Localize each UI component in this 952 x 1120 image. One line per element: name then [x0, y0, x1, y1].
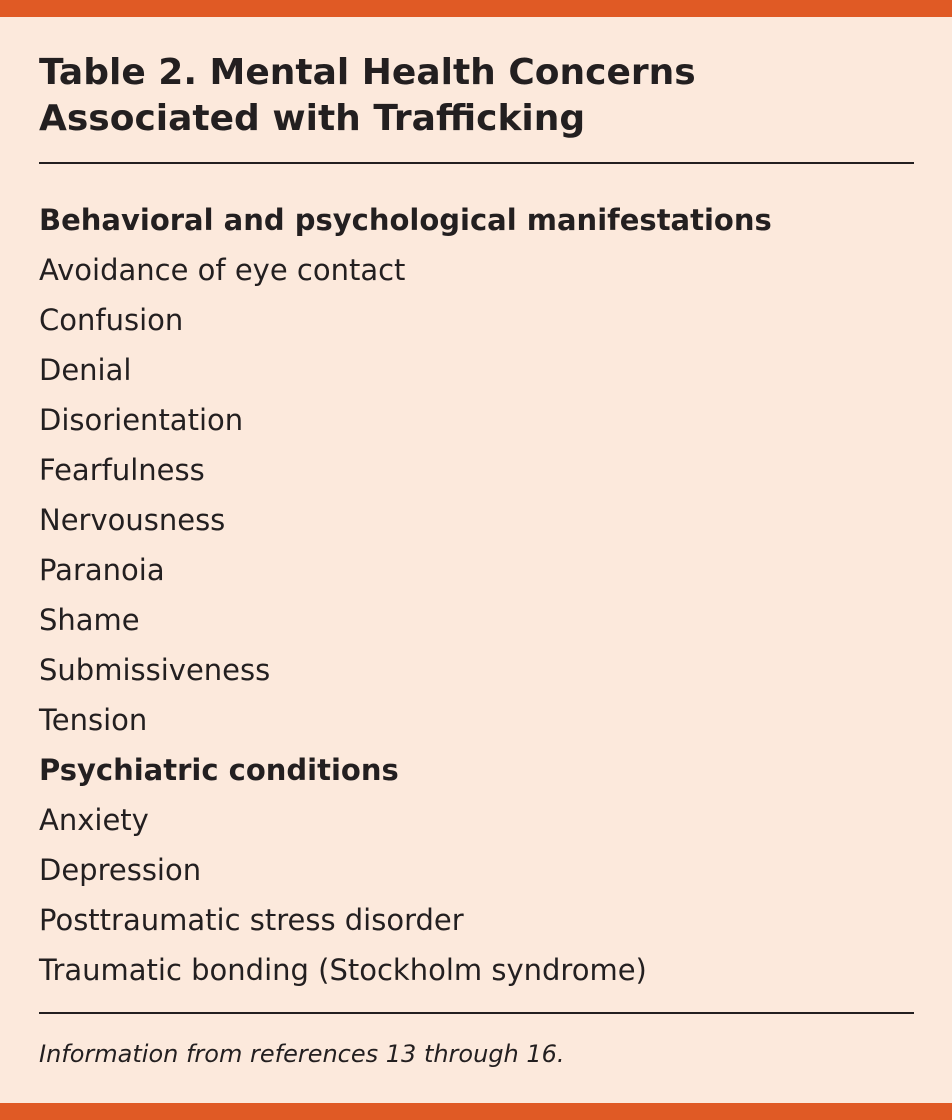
- list-item: Disorientation: [39, 403, 244, 437]
- table-title: Table 2. Mental Health Concerns Associated with Trafficking: [39, 52, 696, 139]
- bottom-accent-bar: [0, 1103, 952, 1120]
- section-heading-behavioral: Behavioral and psychological manifestations: [39, 203, 772, 237]
- list-item: Anxiety: [39, 803, 149, 837]
- list-item: Shame: [39, 603, 140, 637]
- list-item: Posttraumatic stress disorder: [39, 903, 464, 937]
- list-item: Denial: [39, 353, 132, 387]
- list-item: Avoidance of eye contact: [39, 253, 406, 287]
- title-divider: [39, 162, 914, 164]
- list-item: Fearfulness: [39, 453, 205, 487]
- list-item: Paranoia: [39, 553, 165, 587]
- list-item: Tension: [39, 703, 148, 737]
- list-item: Depression: [39, 853, 202, 887]
- footer-divider: [39, 1012, 914, 1014]
- top-accent-bar: [0, 0, 952, 17]
- section-heading-psychiatric: Psychiatric conditions: [39, 753, 399, 787]
- list-item: Traumatic bonding (Stockholm syndrome): [39, 953, 647, 987]
- list-item: Submissiveness: [39, 653, 271, 687]
- concerns-list: [39, 195, 772, 995]
- list-item: Confusion: [39, 303, 184, 337]
- list-item: Nervousness: [39, 503, 226, 537]
- source-footnote: Information from references 13 through 16.: [39, 1040, 565, 1068]
